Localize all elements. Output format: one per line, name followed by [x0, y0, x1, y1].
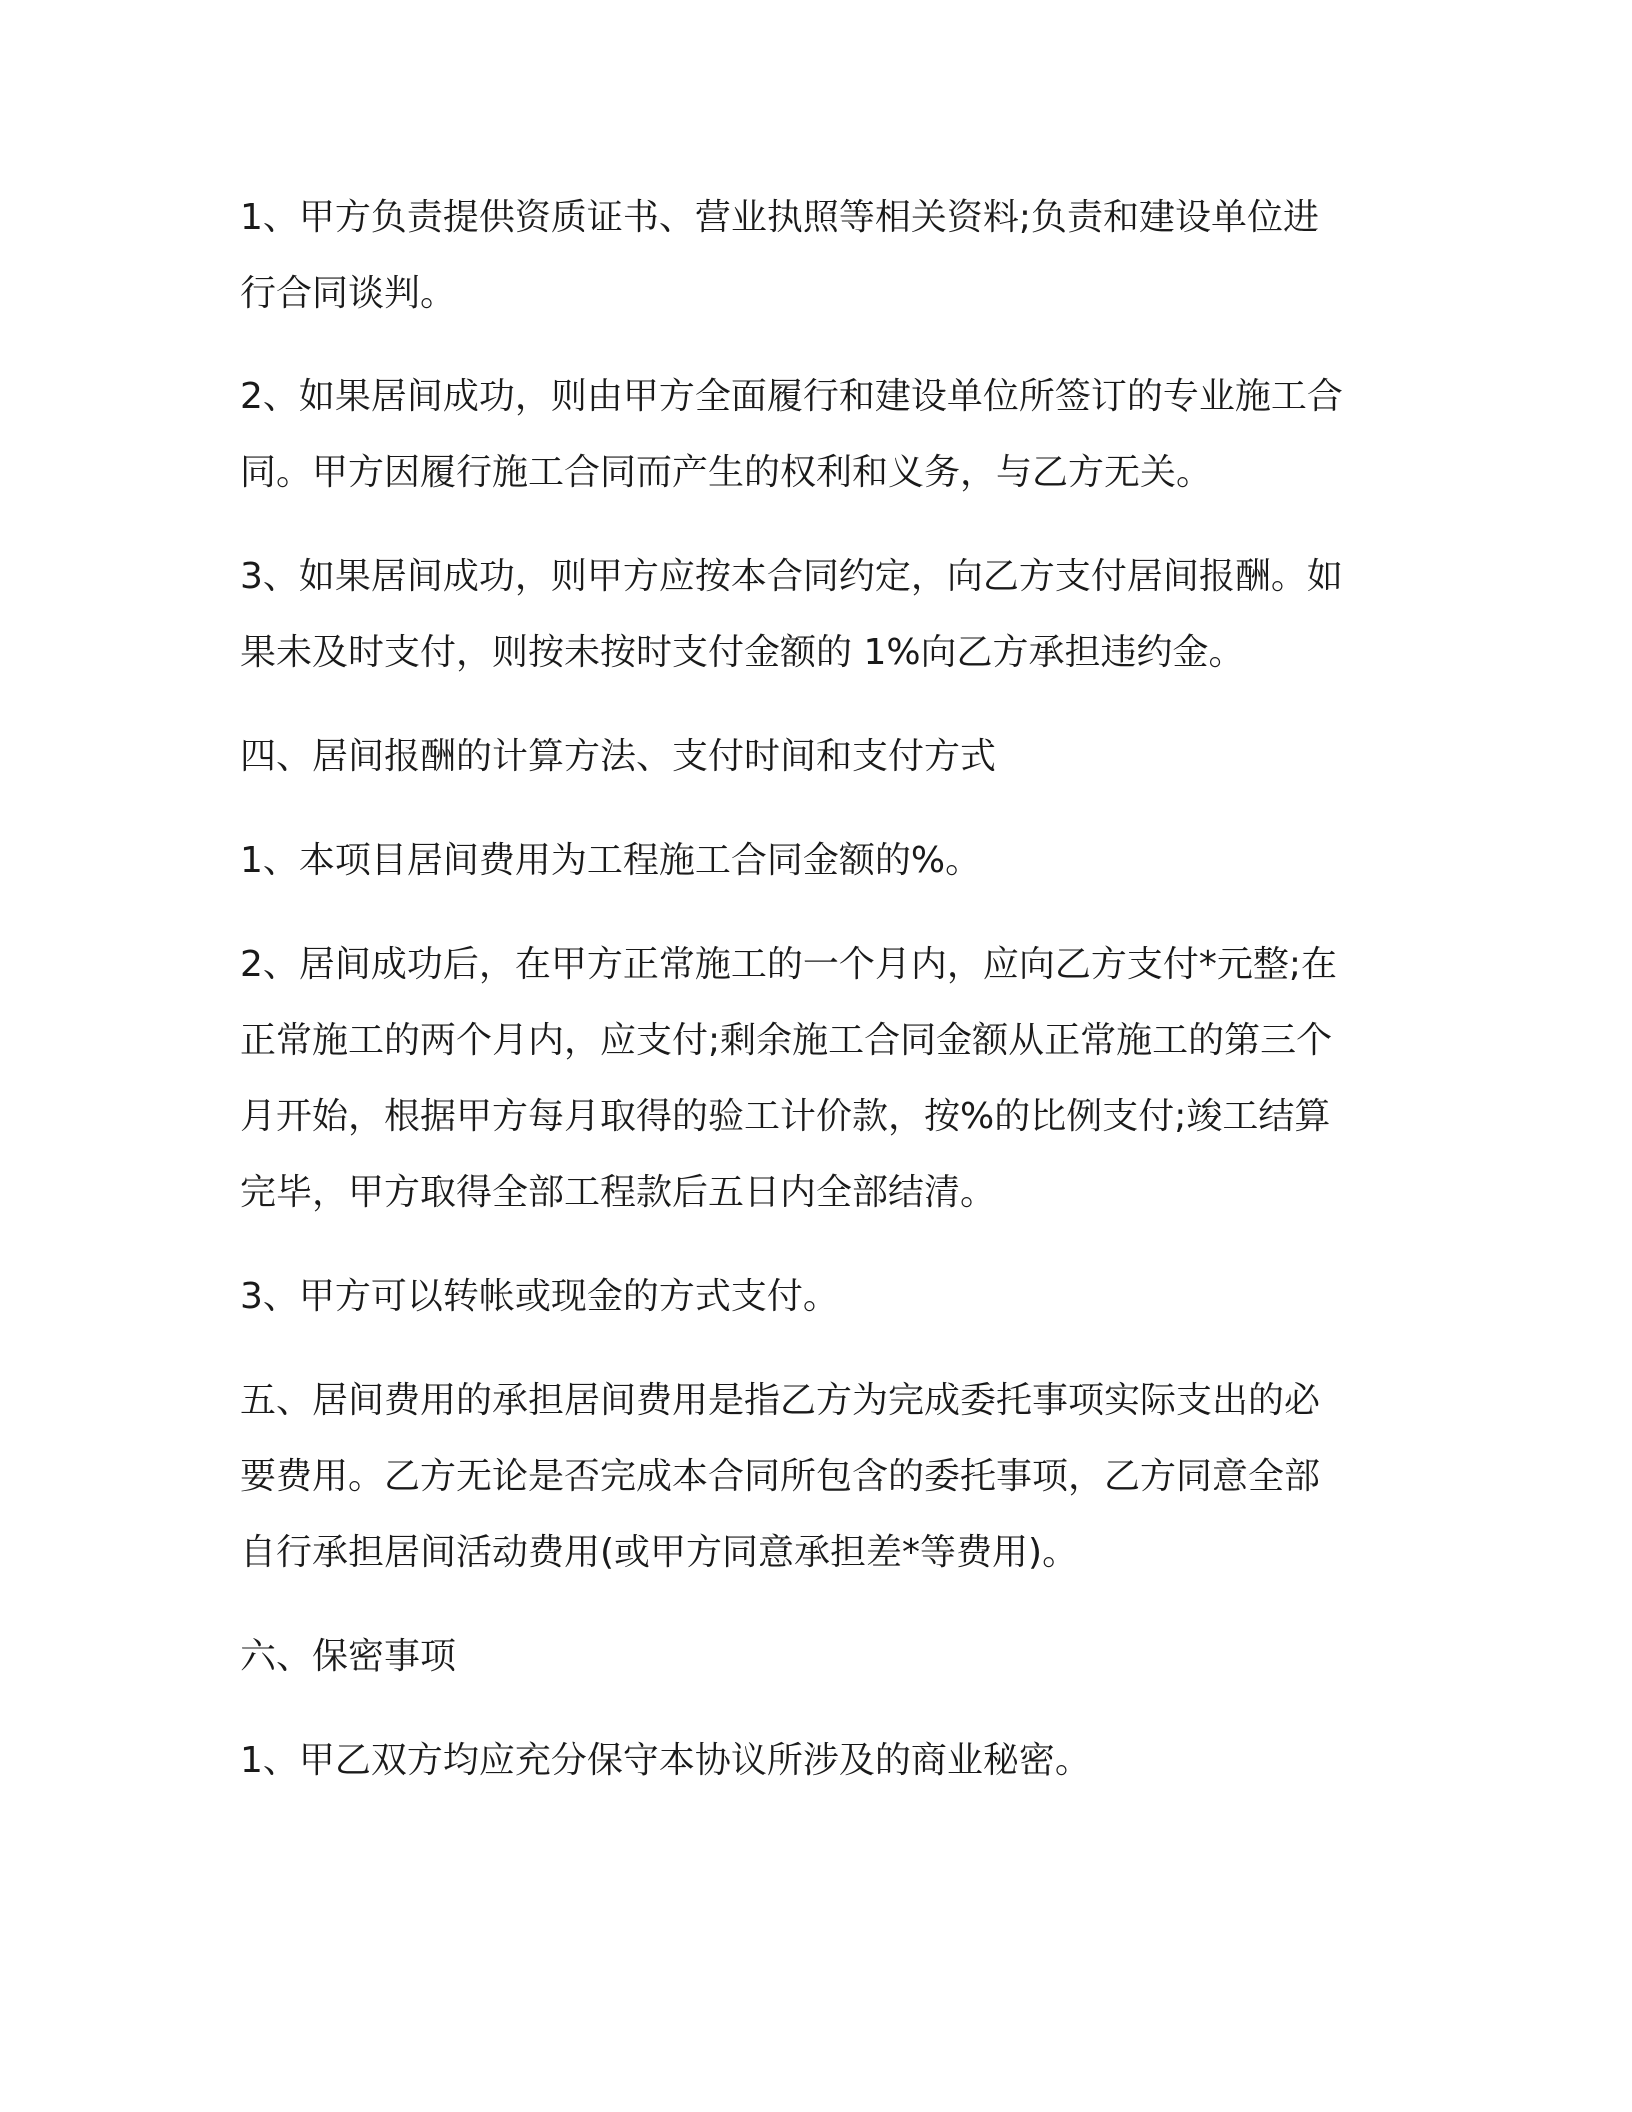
section-5-line-1: 五、居间费用的承担居间费用是指乙方为完成委托事项实际支出的必 — [240, 1380, 1321, 1421]
section-heading-4: 四、居间报酬的计算方法、支付时间和支付方式 — [240, 736, 997, 777]
clause-3-line-1: 3、如果居间成功，则甲方应按本合同约定，向乙方支付居间报酬。如 — [240, 556, 1343, 597]
section-4-item-1: 1、本项目居间费用为工程施工合同金额的%。 — [240, 840, 982, 881]
section-5-line-2: 要费用。乙方无论是否完成本合同所包含的委托事项，乙方同意全部 — [240, 1456, 1321, 1497]
section-heading-6: 六、保密事项 — [240, 1636, 457, 1677]
clause-1-line-2: 行合同谈判。 — [240, 273, 457, 314]
section-4-item-2-line-4: 完毕，甲方取得全部工程款后五日内全部结清。 — [240, 1172, 997, 1213]
clause-3-line-2: 果未及时支付，则按未按时支付金额的 1%向乙方承担违约金。 — [240, 632, 1245, 673]
section-4-item-2-line-1: 2、居间成功后，在甲方正常施工的一个月内，应向乙方支付*元整;在 — [240, 944, 1338, 985]
section-6-item-1: 1、甲乙双方均应充分保守本协议所涉及的商业秘密。 — [240, 1740, 1091, 1781]
section-4-item-2-line-3: 月开始，根据甲方每月取得的验工计价款，按%的比例支付;竣工结算 — [240, 1096, 1331, 1137]
clause-1-line-1: 1、甲方负责提供资质证书、营业执照等相关资料;负责和建设单位进 — [240, 197, 1320, 238]
section-5-line-3: 自行承担居间活动费用(或甲方同意承担差*等费用)。 — [240, 1532, 1079, 1573]
clause-2-line-2: 同。甲方因履行施工合同而产生的权利和义务，与乙方无关。 — [240, 452, 1213, 493]
section-4-item-3: 3、甲方可以转帐或现金的方式支付。 — [240, 1276, 839, 1317]
section-4-item-2-line-2: 正常施工的两个月内，应支付;剩余施工合同金额从正常施工的第三个 — [240, 1020, 1333, 1061]
clause-2-line-1: 2、如果居间成功，则由甲方全面履行和建设单位所签订的专业施工合 — [240, 376, 1343, 417]
